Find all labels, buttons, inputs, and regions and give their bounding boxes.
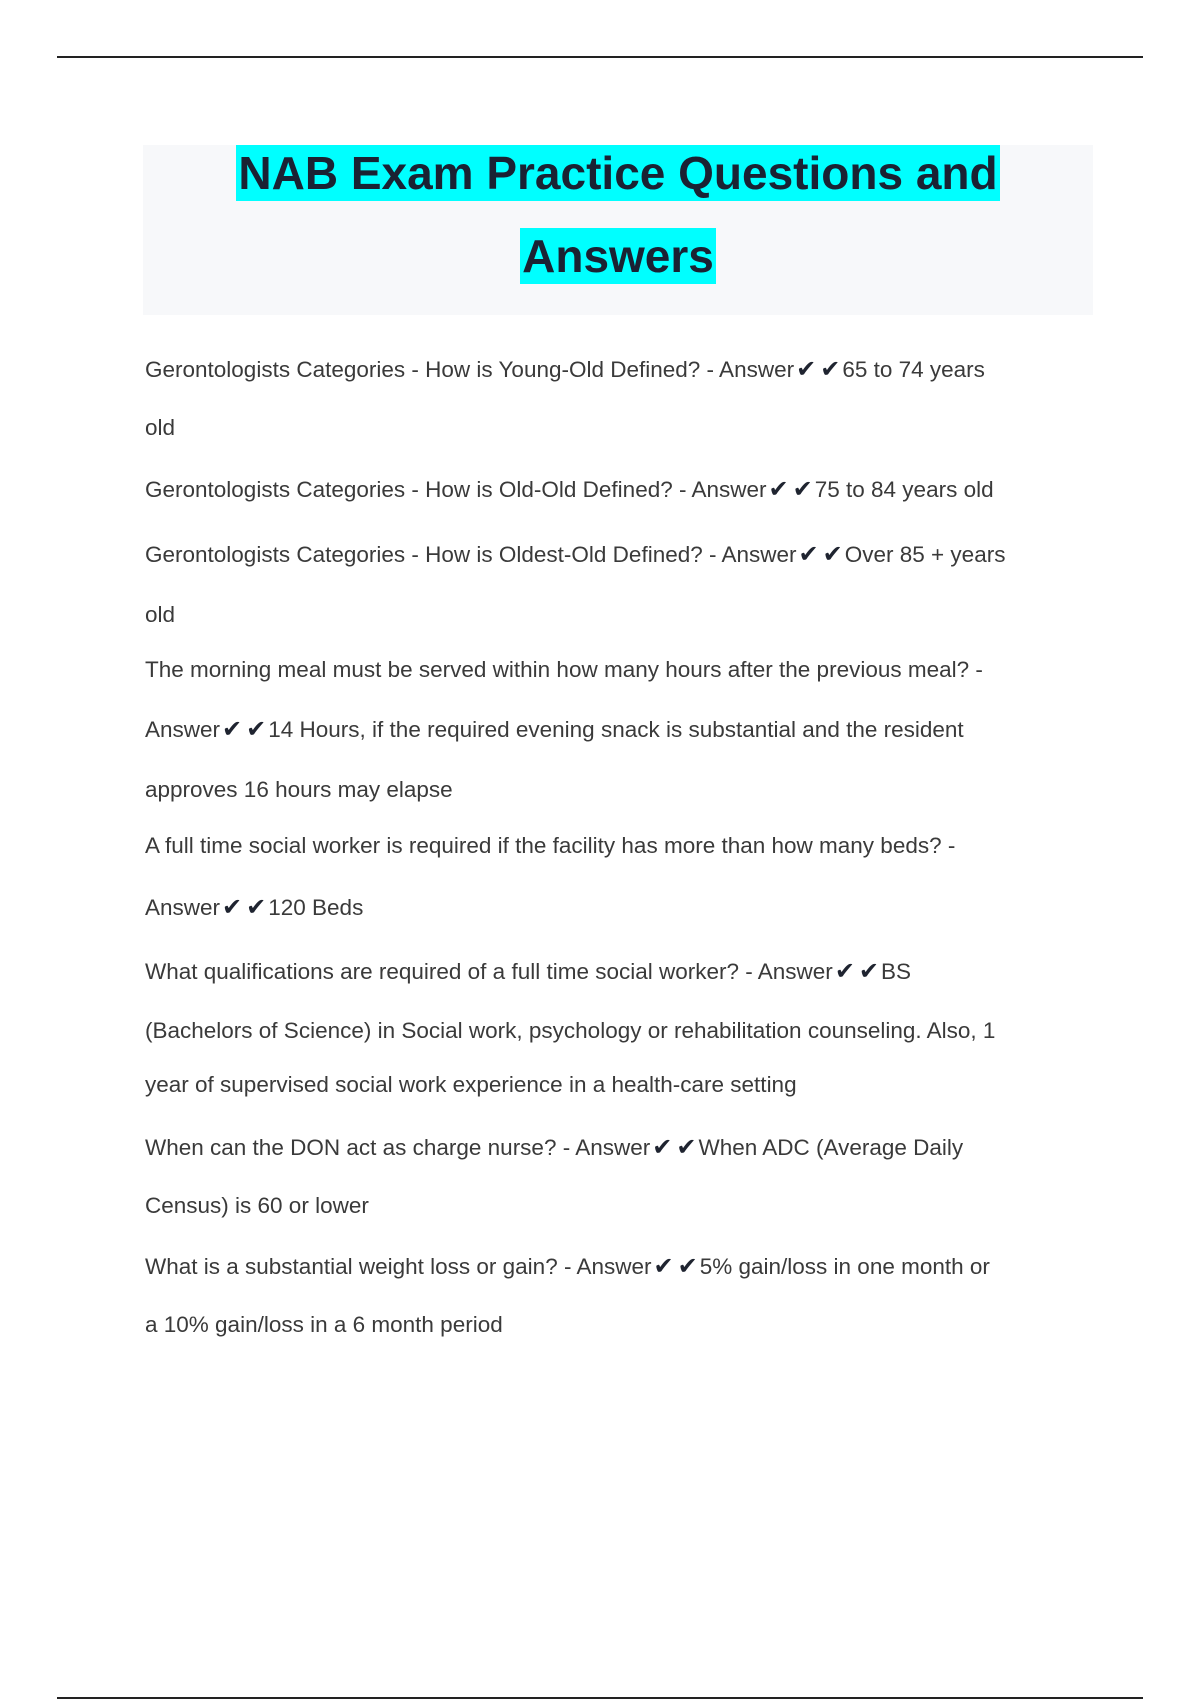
qa-text: Answer [145,717,221,742]
qa-text: Answer [145,895,221,920]
qa-line [145,540,1005,568]
title-row-2 [143,228,1093,284]
qa-text: Gerontologists Categories - How is Old-Old Defined? - Answer [145,477,767,502]
checkmark-icon: ✔ [222,893,243,921]
qa-text: Gerontologists Categories - How is Young-Old Defined? - Answer [145,357,795,382]
qa-text: What qualifications are required of a full time social worker? - Answer [145,959,833,984]
qa-line [145,1193,369,1219]
qa-answer-text: 14 Hours, if the required evening snack is substantial and the resident [268,717,964,742]
qa-line [145,1018,995,1044]
qa-line [145,833,955,859]
qa-text: Gerontologists Categories - How is Oldest-Old Defined? - Answer [145,542,797,567]
qa-text: (Bachelors of Science) in Social work, psychology or rehabilitation counseling. Also, 1 [145,1018,996,1043]
footer-rule [57,1697,1143,1699]
qa-line [145,957,911,985]
checkmark-icon: ✔ [820,355,841,383]
qa-line [145,415,175,441]
qa-text: approves 16 hours may elapse [145,777,453,802]
qa-answer-text: Over 85 + years [844,542,1006,567]
title-row-1 [143,145,1093,201]
qa-text: a 10% gain/loss in a 6 month period [145,1312,503,1337]
checkmark-icon: ✔ [246,893,267,921]
checkmark-icon: ✔ [798,540,819,568]
qa-text: When can the DON act as charge nurse? - Answer [145,1135,651,1160]
qa-line [145,1252,990,1280]
qa-line [145,1133,963,1161]
checkmark-icon: ✔ [677,1252,698,1280]
checkmark-icon: ✔ [834,957,855,985]
checkmark-icon: ✔ [796,355,817,383]
qa-line [145,777,453,803]
qa-answer-text: 120 Beds [268,895,364,920]
checkmark-icon: ✔ [652,1133,673,1161]
checkmark-icon: ✔ [768,475,789,503]
checkmark-icon: ✔ [858,957,880,985]
qa-answer-text: When ADC (Average Daily [698,1135,964,1160]
qa-text: Census) is 60 or lower [145,1193,369,1218]
qa-line [145,1312,503,1338]
qa-answer-text: 65 to 74 years [842,357,985,382]
qa-answer-text: 75 to 84 years old [814,477,994,502]
qa-line [145,715,964,743]
qa-line [145,355,985,383]
checkmark-icon: ✔ [822,540,843,568]
checkmark-icon: ✔ [222,715,243,743]
qa-answer-text: BS [881,959,912,984]
title-block [143,145,1093,315]
qa-text: What is a substantial weight loss or gain? - Answer [145,1254,652,1279]
document-title-line-1: NAB Exam Practice Questions and [238,147,998,199]
qa-answer-text: 5% gain/loss in one month or [699,1254,990,1279]
qa-text: old [145,602,176,627]
document-title-line-2: Answers [522,230,714,282]
qa-text: The morning meal must be served within how many hours after the previous meal? - [145,657,983,682]
checkmark-icon: ✔ [676,1133,697,1161]
qa-line [145,475,994,503]
qa-line [145,657,983,683]
qa-text: year of supervised social work experience in a health-care setting [145,1072,797,1097]
qa-line [145,602,175,628]
header-rule [57,56,1143,58]
qa-line [145,1072,797,1098]
checkmark-icon: ✔ [246,715,267,743]
qa-text: A full time social worker is required if the facility has more than how many beds? - [145,833,956,858]
qa-line [145,893,363,921]
qa-text: old [145,415,176,440]
checkmark-icon: ✔ [653,1252,674,1280]
checkmark-icon: ✔ [792,475,813,503]
